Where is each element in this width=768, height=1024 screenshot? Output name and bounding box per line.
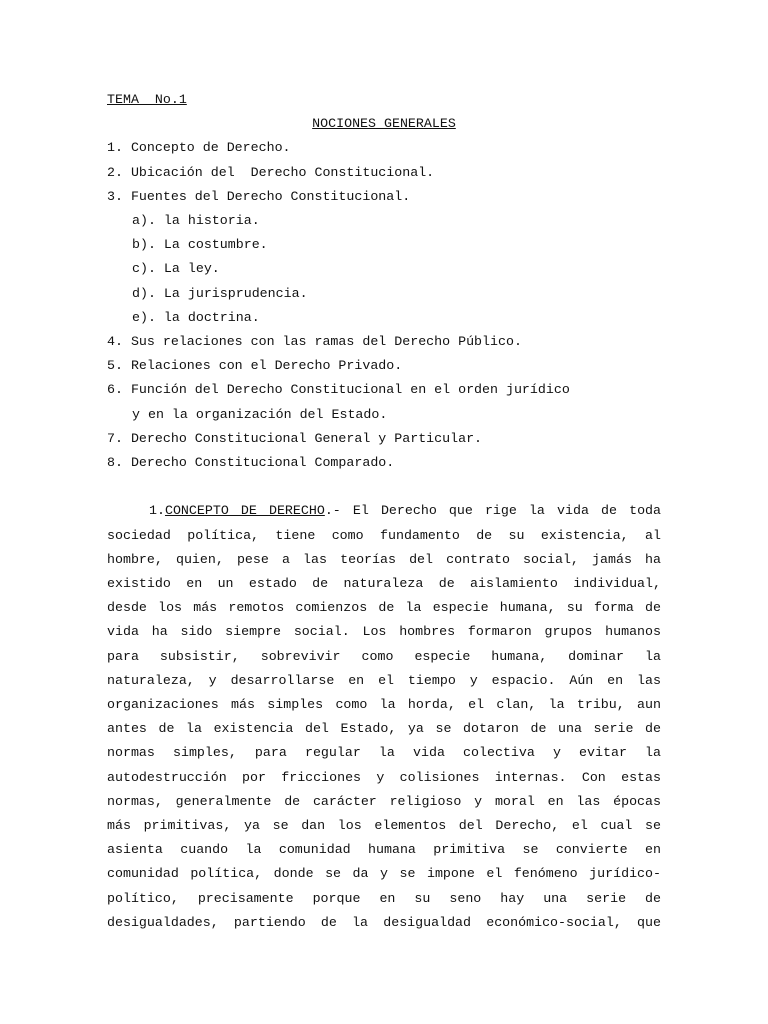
outline-subitem: e). la doctrina. <box>132 309 260 325</box>
paragraph-line: comunidad política, donde se da y se impone el fenómeno jurídico- <box>107 866 661 882</box>
paragraph-line: normas simples, para regular la vida colectiva y evitar la <box>107 745 661 761</box>
paragraph-line: autodestrucción por fricciones y colisiones internas. Con estas <box>107 769 661 785</box>
document-title-wrap <box>107 112 661 136</box>
section-1-paragraph <box>107 499 661 935</box>
outline-subitem: d). La jurisprudencia. <box>132 285 308 301</box>
paragraph-line: organizaciones más simples como la horda, el clan, la tribu, aun <box>107 697 661 713</box>
document-page <box>107 88 661 935</box>
outline-subitem: c). La ley. <box>132 261 220 277</box>
paragraph-line: sociedad política, tiene como fundamento de su existencia, al <box>107 527 661 543</box>
paragraph-line: naturaleza, y desarrollarse en el tiempo y espacio. Aún en las <box>107 672 661 688</box>
paragraph-line: desigualdades, partiendo de la desigualdad económico-social, que <box>107 914 661 930</box>
outline-subitem: a). la historia. <box>132 213 260 229</box>
paragraph-line: vida ha sido siempre social. Los hombres formaron grupos humanos <box>107 624 661 640</box>
outline-item: 8. Derecho Constitucional Comparado. <box>107 455 395 471</box>
paragraph-line: antes de la existencia del Estado, ya se dotaron de una serie de <box>107 721 661 737</box>
outline-item: 5. Relaciones con el Derecho Privado. <box>107 358 403 374</box>
paragraph-line: hombre, quien, pese a las teorías del contrato social, jamás ha <box>107 551 661 567</box>
paragraph-line: asienta cuando la comunidad humana primitiva se convierte en <box>107 842 661 858</box>
outline-item: 3. Fuentes del Derecho Constitucional. <box>107 188 411 204</box>
document-title: NOCIONES GENERALES <box>312 116 456 132</box>
outline-item: 2. Ubicación del Derecho Constitucional. <box>107 164 435 180</box>
paragraph-line: político, precisamente porque en su seno hay una serie de <box>107 890 661 906</box>
section-lead: .- El Derecho que rige la vida de toda <box>324 503 662 519</box>
section-heading: CONCEPTO DE DERECHO <box>164 503 325 519</box>
section-number: 1. <box>149 503 165 519</box>
paragraph-line: existido en un estado de naturaleza de aislamiento individual, <box>107 576 661 592</box>
paragraph-line: para subsistir, sobrevivir como especie humana, dominar la <box>107 648 661 664</box>
outline-item-continuation: y en la organización del Estado. <box>132 406 388 422</box>
outline-item: 7. Derecho Constitucional General y Particular. <box>107 430 483 446</box>
outline-item: 4. Sus relaciones con las ramas del Derecho Público. <box>107 334 522 350</box>
outline-list <box>107 136 661 475</box>
paragraph-line <box>107 499 661 523</box>
outline-item: 1. Concepto de Derecho. <box>107 140 291 156</box>
blank-line <box>107 475 661 499</box>
outline-subitem: b). La costumbre. <box>132 237 268 253</box>
paragraph-line: normas, generalmente de carácter religioso y moral en las épocas <box>107 793 661 809</box>
tema-heading: TEMA No.1 <box>107 92 187 107</box>
outline-item: 6. Función del Derecho Constitucional en el orden jurídico <box>107 382 570 398</box>
paragraph-line: más primitivas, ya se dan los elementos del Derecho, el cual se <box>107 818 661 834</box>
paragraph-line: desde los más remotos comienzos de la especie humana, su forma de <box>107 600 661 616</box>
